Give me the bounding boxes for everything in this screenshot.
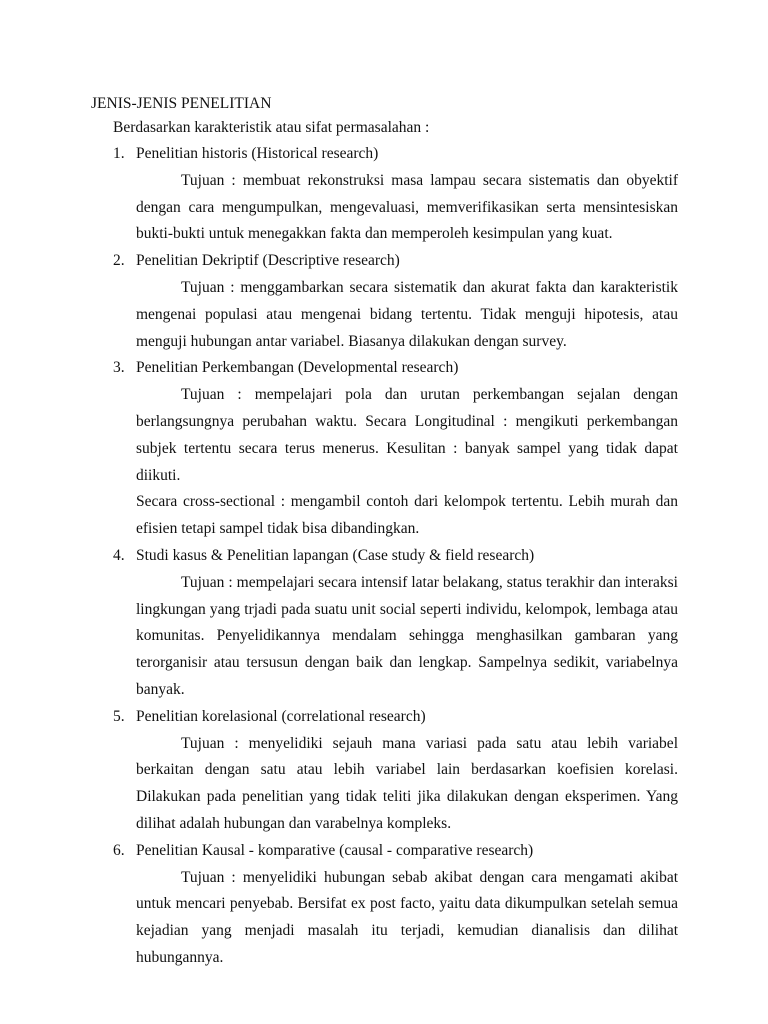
- list-item: [91, 355, 678, 543]
- item-paragraph: Tujuan : mempelajari secara intensif latar belakang, status terakhir dan interaksi lingkungan yang trjadi pada suatu unit social seperti individu, kelompok, lembaga atau komunitas. Penyelidikannya mendalam sehingga menghasilkan gambaran yang terorganisir atau tersusun dengan baik dan lengkap. Sampelnya sedikit, variabelnya banyak.: [136, 573, 678, 698]
- item-number: 3.: [113, 359, 125, 377]
- intro-text: Berdasarkan karakteristik atau sifat permasalahan :: [113, 119, 430, 136]
- item-paragraph: Tujuan : menggambarkan secara sistematik dan akurat fakta dan karakteristik mengenai populasi atau mengenai bidang tertentu. Tidak menguji hipotesis, atau menguji hubungan antar variabel. Biasanya dilakukan dengan survey.: [136, 278, 678, 350]
- item-heading: Penelitian Dekriptif (Descriptive research): [136, 252, 400, 270]
- item-paragraph: Tujuan : mempelajari pola dan urutan perkembangan sejalan dengan berlangsungnya perubahan waktu. Secara Longitudinal : mengikuti perkembangan subjek tertentu secara terus menerus. Kesulitan : banyak sampel yang tidak dapat diikuti.: [136, 386, 678, 484]
- item-number: 2.: [113, 252, 125, 270]
- item-heading: Penelitian korelasional (correlational research): [136, 707, 426, 725]
- list-item: [91, 838, 678, 972]
- research-type-list: [91, 141, 678, 972]
- item-heading: Penelitian historis (Historical research): [136, 145, 379, 162]
- item-number: 5.: [113, 707, 125, 725]
- item-paragraph: Secara cross-sectional : mengambil contoh dari kelompok tertentu. Lebih murah dan efisien tetapi sampel tidak bisa dibandingkan.: [136, 493, 678, 538]
- document-title: JENIS-JENIS PENELITIAN: [91, 95, 272, 112]
- item-heading: Penelitian Kausal - komparative (causal - comparative research): [136, 841, 534, 859]
- item-heading: Penelitian Perkembangan (Developmental research): [136, 359, 459, 377]
- list-item: [91, 704, 678, 838]
- item-paragraph: Tujuan : menyelidiki sejauh mana variasi pada satu atau lebih variabel berkaitan dengan satu atau lebih variabel lain berdasarkan koefisien korelasi. Dilakukan pada penelitian yang tidak teliti jika dilakukan dengan eksperimen. Yang dilihat adalah hubungan dan varabelnya kompleks.: [136, 734, 678, 832]
- list-item: [91, 248, 678, 355]
- item-heading: Studi kasus & Penelitian lapangan (Case study & field research): [136, 546, 535, 564]
- item-number: 1.: [113, 145, 125, 162]
- list-item: [91, 543, 678, 704]
- item-paragraph: Tujuan : menyelidiki hubungan sebab akibat dengan cara mengamati akibat untuk mencari penyebab. Bersifat ex post facto, yaitu data dikumpulkan setelah semua kejadian yang menjadi masalah itu terjadi, kemudian dianalisis dan dilihat hubungannya.: [136, 868, 678, 966]
- item-number: 4.: [113, 546, 125, 564]
- item-paragraph: Tujuan : membuat rekonstruksi masa lampau secara sistematis dan obyektif dengan cara mengumpulkan, mengevaluasi, memverifikasikan serta mensintesiskan bukti-bukti untuk menegakkan fakta dan memperoleh kesimpulan yang kuat.: [136, 171, 678, 243]
- list-item: [91, 141, 678, 248]
- document-body: [91, 92, 678, 972]
- item-number: 6.: [113, 841, 125, 859]
